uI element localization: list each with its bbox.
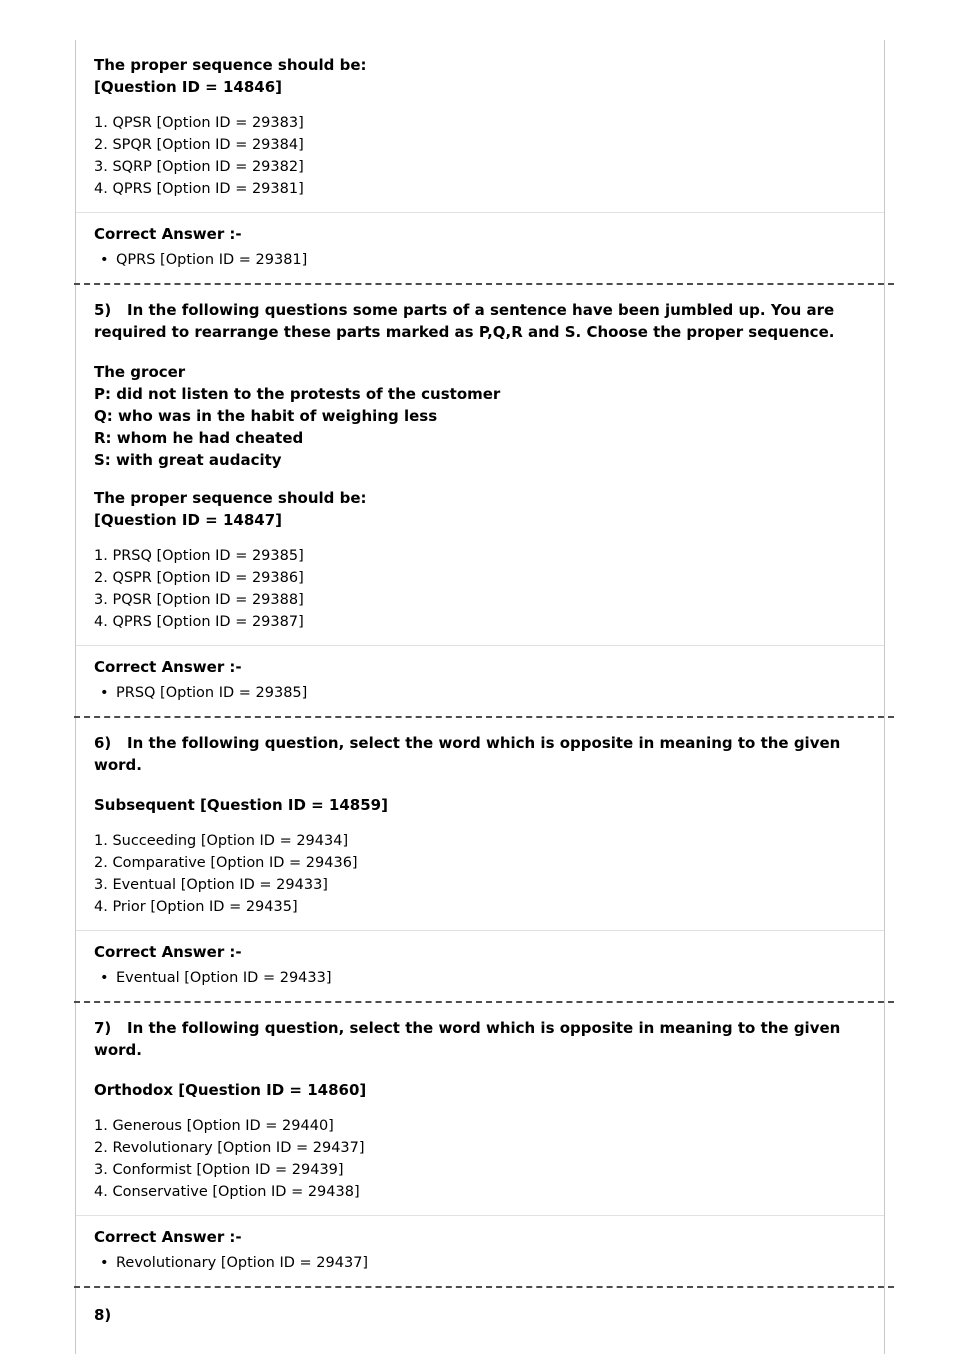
question-stem (94, 794, 866, 816)
option-list (94, 112, 866, 200)
lead-line: The proper sequence should be: (94, 56, 367, 74)
question-content-column (75, 40, 885, 1354)
question-body (76, 285, 884, 645)
correct-answer-list (94, 1252, 866, 1274)
question-block (76, 1288, 884, 1354)
question-number: 7) (94, 1019, 122, 1037)
question-id-line: [Question ID = 14847] (94, 511, 282, 529)
question-block (76, 40, 884, 283)
question-prompt (94, 732, 866, 776)
option-item[interactable]: 1. PRSQ [Option ID = 29385] (94, 548, 304, 564)
question-block (76, 718, 884, 1001)
correct-answer-item (94, 249, 866, 271)
question-prompt-text: In the following question, select the word which is opposite in meaning to the given word. (94, 1019, 841, 1059)
correct-answer-section (76, 931, 884, 1001)
question-stem (94, 361, 866, 471)
option-item[interactable]: 3. Conformist [Option ID = 29439] (94, 1162, 344, 1178)
question-id-line: [Question ID = 14846] (94, 78, 282, 96)
option-item[interactable]: 2. QSPR [Option ID = 29386] (94, 570, 304, 586)
question-lead (94, 487, 866, 531)
question-body (76, 718, 884, 930)
question-number: 5) (94, 301, 122, 319)
correct-answer-label: Correct Answer :- (94, 943, 242, 961)
correct-answer-section (76, 213, 884, 283)
correct-answer-item (94, 682, 866, 704)
correct-answer-section (76, 1216, 884, 1286)
lead-line: The proper sequence should be: (94, 489, 367, 507)
option-item[interactable]: 2. Revolutionary [Option ID = 29437] (94, 1140, 365, 1156)
correct-answer-text: Eventual [Option ID = 29433] (116, 970, 332, 986)
option-item[interactable]: 4. QPRS [Option ID = 29381] (94, 181, 304, 197)
option-item[interactable]: 3. PQSR [Option ID = 29388] (94, 592, 304, 608)
option-item[interactable]: 1. Generous [Option ID = 29440] (94, 1118, 334, 1134)
question-stem (94, 1079, 866, 1101)
question-prompt-text: In the following questions some parts of a sentence have been jumbled up. You are required to rearrange these parts marked as P,Q,R and S. Choose the proper sequence. (94, 301, 835, 341)
question-lead (94, 54, 866, 98)
question-body (76, 1288, 884, 1354)
correct-answer-section (76, 646, 884, 716)
stem-line: P: did not listen to the protests of the customer (94, 385, 501, 403)
bullet-icon: • (100, 252, 109, 268)
option-item[interactable]: 4. Conservative [Option ID = 29438] (94, 1184, 360, 1200)
bullet-icon: • (100, 970, 109, 986)
stem-line: Subsequent [Question ID = 14859] (94, 796, 388, 814)
question-number: 6) (94, 734, 122, 752)
correct-answer-list (94, 967, 866, 989)
stem-line: Orthodox [Question ID = 14860] (94, 1081, 367, 1099)
stem-line: R: whom he had cheated (94, 429, 304, 447)
question-prompt (94, 1017, 866, 1061)
correct-answer-text: QPRS [Option ID = 29381] (116, 252, 308, 268)
correct-answer-list (94, 249, 866, 271)
option-item[interactable]: 4. Prior [Option ID = 29435] (94, 899, 298, 915)
question-body (76, 40, 884, 212)
question-block (76, 1003, 884, 1286)
option-list (94, 545, 866, 633)
option-item[interactable]: 2. SPQR [Option ID = 29384] (94, 137, 304, 153)
question-number: 8) (94, 1306, 122, 1324)
stem-line: The grocer (94, 363, 186, 381)
correct-answer-label: Correct Answer :- (94, 1228, 242, 1246)
correct-answer-label: Correct Answer :- (94, 658, 242, 676)
bullet-icon: • (100, 1255, 109, 1271)
option-item[interactable]: 1. QPSR [Option ID = 29383] (94, 115, 304, 131)
option-item[interactable]: 2. Comparative [Option ID = 29436] (94, 855, 358, 871)
option-item[interactable]: 3. Eventual [Option ID = 29433] (94, 877, 328, 893)
correct-answer-text: PRSQ [Option ID = 29385] (116, 685, 308, 701)
option-item[interactable]: 4. QPRS [Option ID = 29387] (94, 614, 304, 630)
option-item[interactable]: 3. SQRP [Option ID = 29382] (94, 159, 304, 175)
question-body (76, 1003, 884, 1215)
correct-answer-list (94, 682, 866, 704)
question-block (76, 285, 884, 716)
option-item[interactable]: 1. Succeeding [Option ID = 29434] (94, 833, 349, 849)
correct-answer-item (94, 967, 866, 989)
correct-answer-label: Correct Answer :- (94, 225, 242, 243)
question-prompt (94, 299, 866, 343)
bullet-icon: • (100, 685, 109, 701)
correct-answer-text: Revolutionary [Option ID = 29437] (116, 1255, 369, 1271)
option-list (94, 1115, 866, 1203)
question-prompt (94, 1304, 866, 1326)
question-prompt-text: In the following question, select the word which is opposite in meaning to the given word. (94, 734, 841, 774)
option-list (94, 830, 866, 918)
stem-line: Q: who was in the habit of weighing less (94, 407, 438, 425)
correct-answer-item (94, 1252, 866, 1274)
stem-line: S: with great audacity (94, 451, 282, 469)
